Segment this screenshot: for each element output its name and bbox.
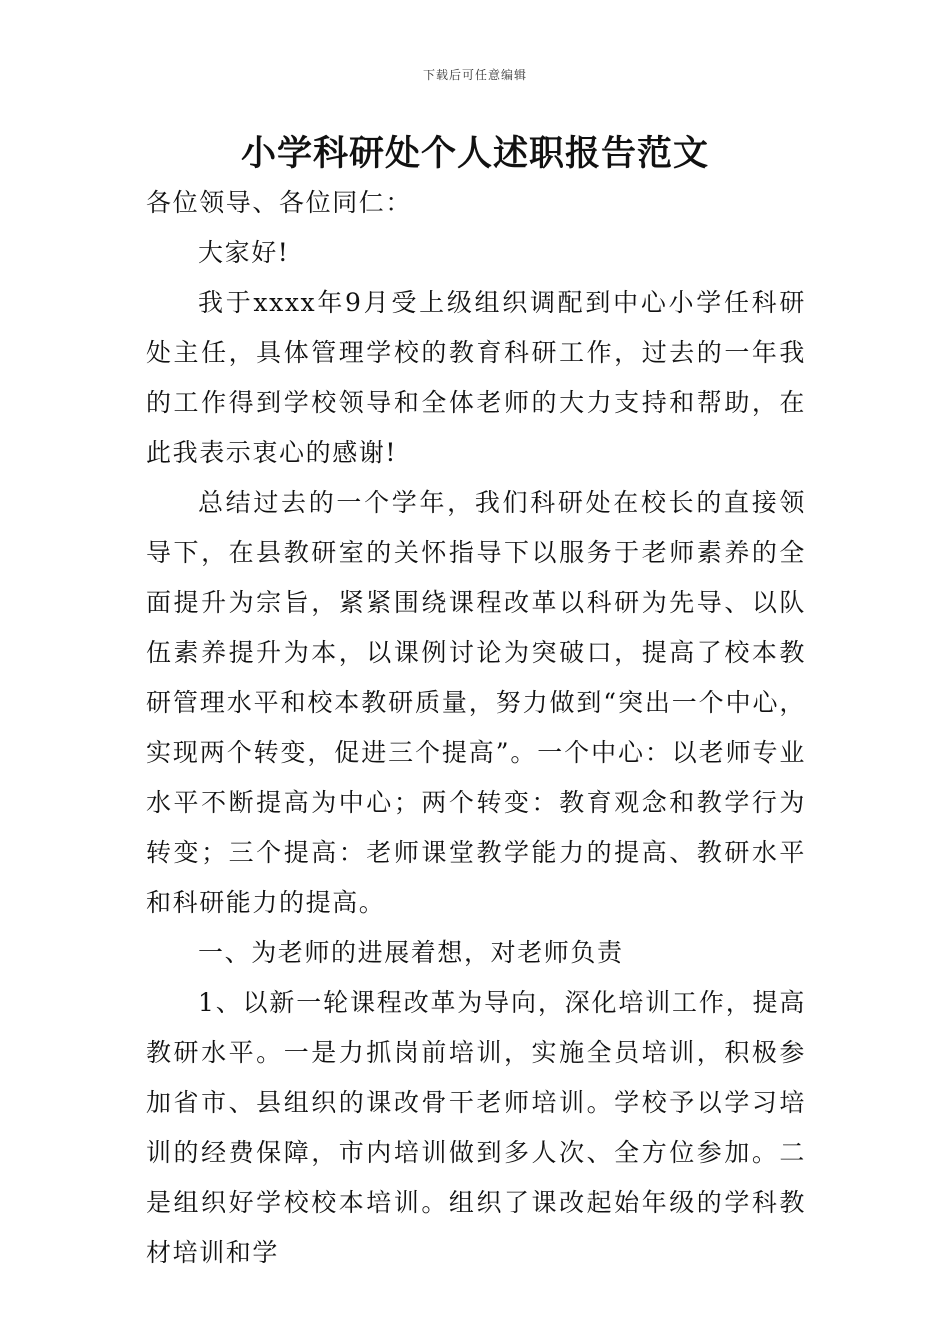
paragraph-intro: 我于xxxx年9月受上级组织调配到中心小学任科研处主任，具体管理学校的教育科研工作，过去的一年我的工作得到学校领导和全体老师的大力支持和帮助，在此我表示衷心的感谢! <box>146 288 806 467</box>
section-paragraph: 1、以新一轮课程改革为导向，深化培训工作，提高教研水平。一是力抓岗前培训，实施全员培训，积极参加省市、县组织的课改骨干老师培训。学校予以学习培训的经费保障，市内培训做到多人次、全方位参加。二是组织好学校校本培训。组织了课改起始年级的学科教材培训和学 <box>146 988 806 1267</box>
paragraph-summary: 总结过去的一个学年，我们科研处在校长的直接领导下，在县教研室的关怀指导下以服务于老师素养的全面提升为宗旨，紧紧围绕课程改革以科研为先导、以队伍素养提升为本，以课例讨论为突破口，提高了校本教研管理水平和校本教研质量，努力做到“突出一个中心，实现两个转变，促进三个提高”。一个中心：以老师专业水平不断提高为中心；两个转变：教育观念和教学行为转变；三个提高：老师课堂教学能力的提高、教研水平和科研能力的提高。 <box>146 488 806 917</box>
document-title: 小学科研处个人述职报告范文 <box>240 134 709 174</box>
salutation: 各位领导、各位同仁： <box>146 188 413 217</box>
document-body <box>146 178 806 1278</box>
greeting: 大家好! <box>198 238 290 267</box>
header-note: 下载后可任意编辑 <box>422 68 527 82</box>
section-heading: 一、为老师的进展着想，对老师负责 <box>198 938 624 967</box>
